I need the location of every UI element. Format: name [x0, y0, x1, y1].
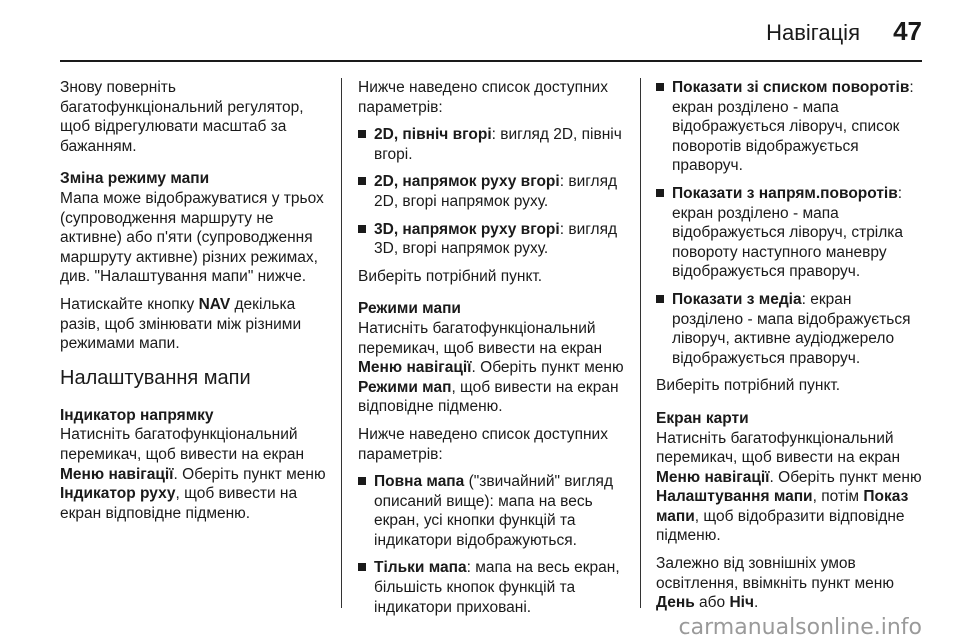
list-item: Повна мапа ("звичайний" вигляд описаний вище): мапа на весь екран, усі кнопки функцій та індикатори відображуються. — [358, 472, 630, 550]
indicator-options-list — [358, 125, 630, 259]
bullet-icon — [656, 83, 664, 91]
map-screen-paragraph: Натисніть багатофункціональний перемикач, щоб вивести на екран Меню навігації. Оберіть пункт меню Налаштування мапи, потім Показ мапи, щоб відобразити відповідне підменю. — [656, 429, 922, 545]
bullet-icon — [358, 130, 366, 138]
map-modes-paragraph: Натисніть багатофункціональний перемикач, щоб вивести на екран Меню навігації. Оберіть пункт меню Режими мап, щоб вивести на екран відповідне підменю. — [358, 319, 624, 416]
column-3 — [656, 78, 926, 621]
page-number: 47 — [893, 16, 922, 46]
header-divider — [60, 60, 922, 62]
subheading-direction-indicator: Індикатор напрямку — [60, 406, 214, 424]
day-night-paragraph: Залежно від зовнішніх умов освітлення, ввімкніть пункт меню День або Ніч. — [656, 555, 894, 612]
column-divider — [640, 78, 641, 608]
section-heading-map-settings: Налаштування мапи — [60, 366, 251, 389]
options-intro: Нижче наведено список доступних параметрів: — [358, 425, 608, 463]
section-title: Навігація — [766, 20, 860, 45]
column-divider — [341, 78, 342, 608]
page-header — [0, 0, 960, 66]
map-mode-paragraph: Мапа може відображуватися у трьох (супроводження маршруту не активне) або п'яти (супроводження маршруту активне) різних режимах, див. "Налаштування мапи" нижче. — [60, 189, 324, 286]
bullet-icon — [656, 295, 664, 303]
bullet-icon — [358, 225, 366, 233]
list-item: Показати з медіа: екран розділено - мапа відображується ліворуч, активне аудіоджерело відображується праворуч. — [656, 290, 926, 368]
options-intro: Нижче наведено список доступних параметрів: — [358, 79, 608, 116]
watermark: carmanualsonline.info — [678, 615, 922, 640]
subheading-map-screen: Екран карти — [656, 409, 749, 427]
list-item: Показати зі списком поворотів: екран розділено - мапа відображується ліворуч, список поворотів відображується праворуч. — [656, 78, 926, 176]
subheading-map-mode: Зміна режиму мапи — [60, 170, 210, 188]
nav-button-label: NAV — [198, 295, 231, 313]
list-item: 2D, північ вгорі: вигляд 2D, північ вгорі. — [358, 125, 630, 164]
direction-indicator-paragraph: Натисніть багатофункціональний перемикач, щоб вивести на екран Меню навігації. Оберіть пункт меню Індикатор руху, щоб вивести на екран відповідне підменю. — [60, 426, 326, 522]
bullet-icon — [358, 477, 366, 485]
select-instruction: Виберіть потрібний пункт. — [656, 377, 841, 395]
list-item: 2D, напрямок руху вгорі: вигляд 2D, вгорі напрямок руху. — [358, 172, 630, 211]
bullet-icon — [358, 563, 366, 571]
list-item: 3D, напрямок руху вгорі: вигляд 3D, вгорі напрямок руху. — [358, 220, 630, 259]
split-view-options-list — [656, 78, 926, 368]
list-item: Тільки мапа: мапа на весь екран, більшість кнопок функцій та індикатори приховані. — [358, 558, 630, 617]
mode-options-list — [358, 472, 630, 617]
intro-paragraph: Знову поверніть багатофункціональний регулятор, щоб відрегулювати масштаб за бажанням. — [60, 79, 304, 155]
list-item: Показати з напрям.поворотів: екран розділено - мапа відображується ліворуч, стрілка повороту наступного маневру відображується праворуч. — [656, 184, 926, 282]
subheading-map-modes: Режими мапи — [358, 300, 461, 318]
column-1 — [60, 78, 330, 531]
nav-button-paragraph: Натискайте кнопку NAV декілька разів, щоб змінювати між різними режимами мапи. — [60, 295, 302, 353]
bullet-icon — [358, 177, 366, 185]
select-instruction: Виберіть потрібний пункт. — [358, 267, 543, 285]
bullet-icon — [656, 189, 664, 197]
column-2 — [358, 78, 630, 625]
